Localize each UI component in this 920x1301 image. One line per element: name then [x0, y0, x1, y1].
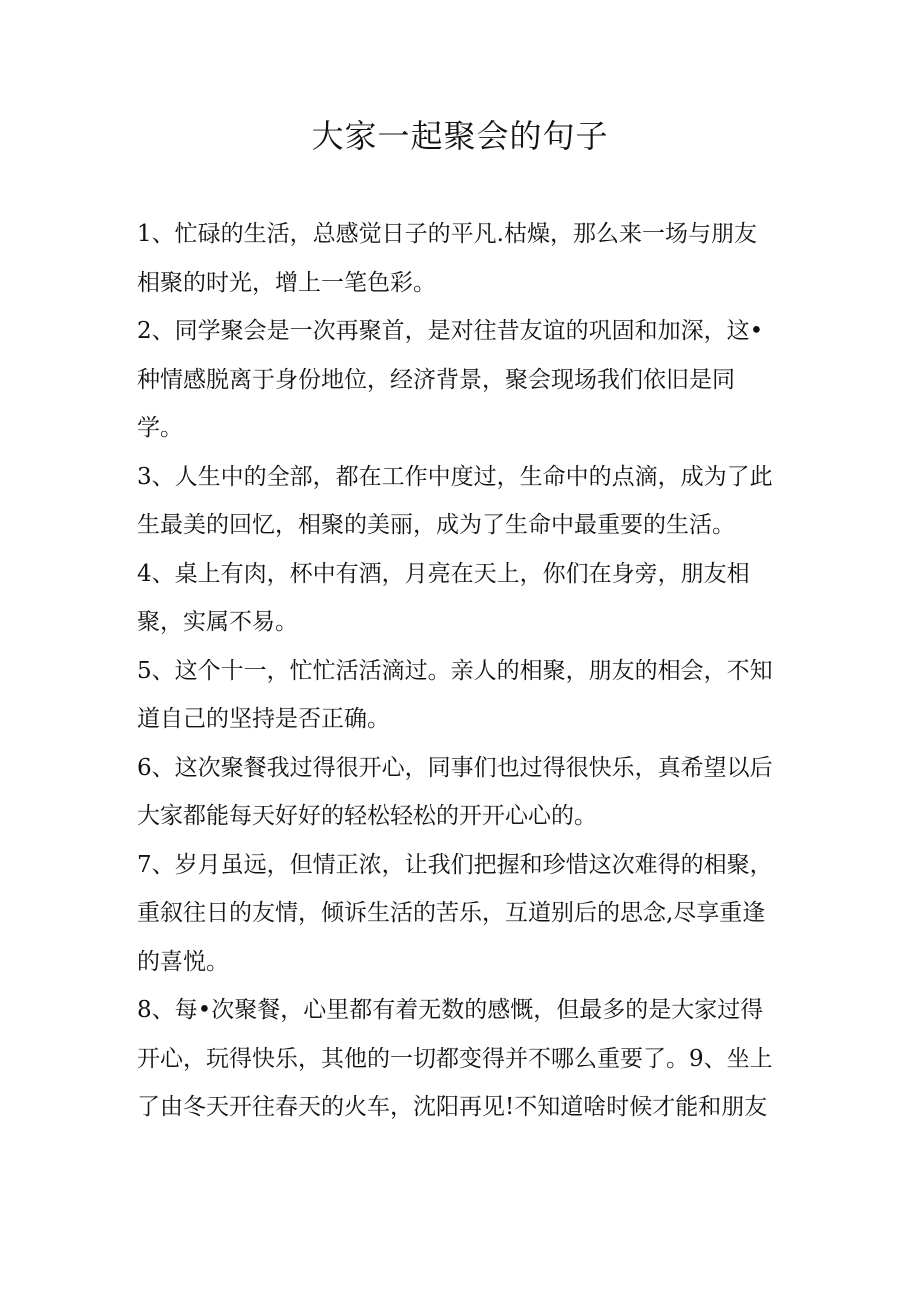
text-line: 6、这次聚餐我过得很开心，同事们也过得很快乐，真希望以后 — [137, 754, 773, 781]
text-line: 重叙往日的友情，倾诉生活的苦乐，互道别后的思念,尽享重逢 — [137, 900, 766, 926]
text-line: 2、同学聚会是一次再聚首，是对往昔友谊的巩固和加深，这• — [137, 318, 764, 344]
text-line: 5、这个十一，忙忙活活滴过。亲人的相聚，朋友的相会，不知 — [137, 657, 773, 684]
text-line: 1、忙碌的生活，总感觉日子的平凡.枯燥，那么来一场与朋友 — [137, 221, 757, 247]
text-line: 种情感脱离于身份地位，经济背景，聚会现场我们依旧是同 — [137, 366, 735, 393]
page-title: 大家一起聚会的句子 — [311, 117, 609, 155]
text-line: 道自己的坚持是否正确。 — [137, 706, 390, 732]
document-body — [137, 210, 782, 1132]
text-line: 8、每•次聚餐，心里都有着无数的感慨，但最多的是大家过得 — [137, 997, 764, 1023]
text-line: 大家都能每天好好的轻松轻松的开开心心的。 — [137, 803, 597, 829]
text-line: 4、桌上有肉，杯中有酒，月亮在天上，你们在身旁，朋友相 — [137, 560, 750, 587]
text-line: 聚，实属不易。 — [137, 609, 298, 635]
text-line: 的喜悦。 — [137, 948, 229, 975]
text-line: 学。 — [137, 415, 183, 441]
text-line: 3、人生中的全部，都在工作中度过，生命中的点滴，成为了此 — [137, 463, 773, 490]
text-line: 7、岁月虽远，但情正浓，让我们把握和珍惜这次难得的相聚， — [137, 851, 773, 878]
text-line: 开心，玩得快乐，其他的一切都变得并不哪么重要了。9、坐上 — [137, 1045, 773, 1072]
text-line: 生最美的回忆，相聚的美丽，成为了生命中最重要的生活。 — [137, 512, 735, 538]
text-line: 相聚的时光，增上一笔色彩。 — [137, 269, 436, 296]
text-line: 了由冬天开往春天的火车，沈阳再见!不知道啥时候才能和朋友 — [137, 1094, 768, 1120]
